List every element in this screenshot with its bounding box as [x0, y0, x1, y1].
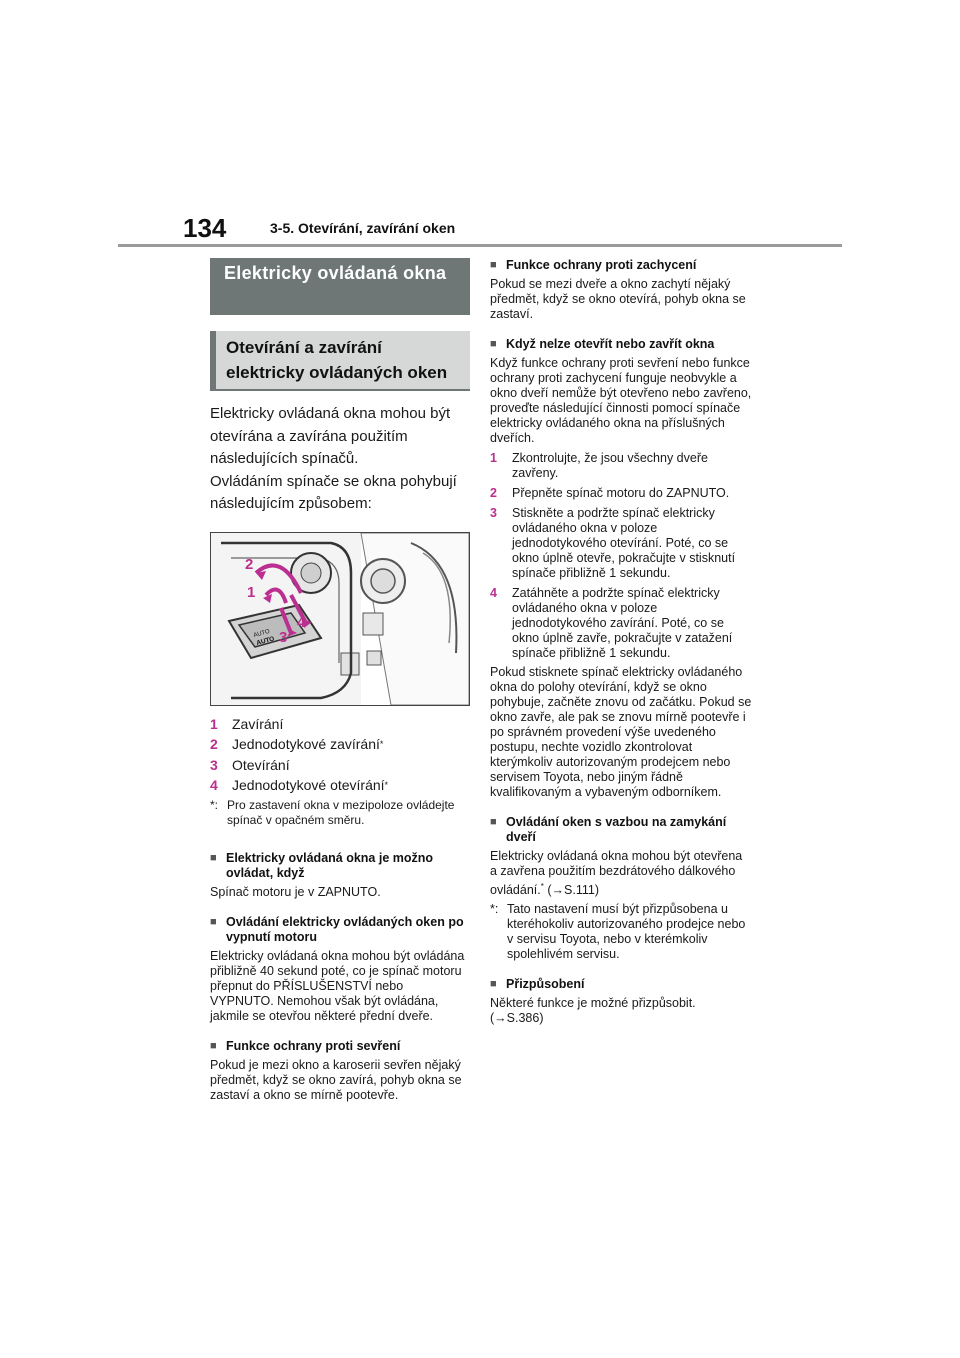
section-body: Pokud stisknete spínač elektricky ovládaného okna do polohy otevírání, když se okno pohybuje, začněte znovu od začátku. Pokud se okno zavře, ale pak se znovu mírně pootevře i po správném provedení výše uvedeného postupu, nechte vozidlo zkontrolovat kterýmkoliv autorizovaným prodejcem nebo servisem Toyota, nebo jiným řádně kvalifikovaným a vybaveným odborníkem. — [490, 665, 752, 799]
switch-diagram — [211, 533, 469, 705]
section-heading-catch-protection: ■ Funkce ochrany proti zachycení — [490, 258, 697, 272]
section-body: Pokud se mezi dveře a okno zachytí nějaký předmět, když se okno otevírá, pohyb okna se zastaví. — [490, 277, 746, 321]
section-body: Některé funkce je možné přizpůsobit. (→S.386) — [490, 996, 696, 1026]
section-heading-operable: ■ Elektricky ovládaná okna je možno ovládat, když — [210, 850, 434, 880]
section-body: Elektricky ovládaná okna mohou být ovládána přibližně 40 sekund poté, co je spínač motoru přepnut do PŘÍSLUŠENSTVÍ nebo VYPNUTO. Nemohou však být ovládána, jakmile se otevřou některé přední dveře. — [210, 948, 465, 1023]
legend-item: 1 Zavírání — [210, 715, 284, 732]
section-heading-customization: ■ Přizpůsobení — [490, 977, 585, 992]
left-column — [210, 258, 470, 1103]
section-heading-cannot-open: ■ Když nelze otevřít nebo zavřít okna — [490, 337, 715, 351]
page-number: 134 — [183, 213, 227, 243]
section-body: Pokud je mezi okno a karoserii sevřen nějaký předmět, když se okno zavírá, pohyb okna se zastaví a okno se mírně pootevře. — [210, 1057, 462, 1102]
square-bullet-icon: ■ — [490, 259, 497, 271]
switch-label-auto: AUTO — [255, 634, 276, 647]
section-body: Spínač motoru je v ZAPNUTO. — [210, 884, 381, 899]
switch-label-auto-upper: AUTO — [252, 628, 271, 639]
section-heading-door-lock-link: ■ Ovládání oken s vazbou na zamykání dveří — [490, 815, 727, 844]
figure-legend — [210, 714, 470, 796]
section-heading: 3-5. Otevírání, zavírání oken — [270, 220, 456, 236]
square-bullet-icon: ■ — [210, 1039, 217, 1052]
right-column — [490, 258, 752, 1026]
section-heading-jam-protection: ■ Funkce ochrany proti sevření — [210, 1038, 401, 1053]
procedure-step: 3 Stiskněte a podržte spínač elektricky ovládaného okna v poloze jednodotykového otevírání. Poté, co se okno úplně otevře, pokračujte v stisknutí spínače přibližně 1 sekundu. — [490, 506, 736, 580]
chapter-title: Elektricky ovládaná okna — [210, 258, 470, 315]
legend-item: 3 Otevírání — [210, 756, 290, 773]
legend-item: 4 Jednodotykové otevírání * — [210, 777, 389, 793]
fig-label-4: 4 — [297, 613, 306, 631]
fig-label-3: 3 — [279, 628, 288, 646]
section-body: Když funkce ochrany proti sevření nebo funkce ochrany proti zachycení funguje neobvykle a okno dveří nemůže být otevřeno nebo zavřeno, proveďte následující činnosti pomocí spínače elektricky ovládaného okna na příslušných dveřích. — [490, 356, 752, 445]
window-switch-illustration — [210, 532, 470, 706]
square-bullet-icon: ■ — [210, 915, 217, 928]
square-bullet-icon: ■ — [210, 851, 217, 864]
procedure-step: 4 Zatáhněte a podržte spínač elektricky ovládaného okna v poloze jednodotykového zavírání. Poté, co se okno úplně zavře, pokračujte v zatažení spínače přibližně 1 sekundu. — [490, 586, 733, 660]
section-heading-after-off: ■ Ovládání elektricky ovládaných oken po vypnutí motoru — [210, 914, 464, 944]
intro-paragraph-2: Ovládáním spínače se okna pohybují následujícím způsobem: — [210, 472, 457, 512]
square-bullet-icon: ■ — [490, 978, 497, 991]
fig-label-2: 2 — [245, 555, 254, 573]
subsection-title: Otevírání a zavírání elektricky ovládaných oken — [210, 331, 470, 391]
procedure-step: 1 Zkontrolujte, že jsou všechny dveře zavřeny. — [490, 451, 708, 480]
intro-paragraph-1: Elektricky ovládaná okna mohou být otevírána a zavírána použitím následujících spínačů. — [210, 405, 451, 467]
square-bullet-icon: ■ — [490, 338, 497, 350]
square-bullet-icon: ■ — [490, 816, 497, 828]
footnote: *: Pro zastavení okna v mezipoloze ovládejte spínač v opačném směru. — [210, 797, 455, 827]
section-body: Elektricky ovládaná okna mohou být otevřena a zavřena použitím bezdrátového dálkového ovládání.* (→S.111) — [490, 849, 743, 898]
legend-item: 2 Jednodotykové zavírání * — [210, 736, 384, 752]
fig-label-1: 1 — [247, 583, 256, 601]
header-divider — [118, 244, 842, 247]
page-reference-link[interactable]: (→S.111) — [547, 883, 599, 898]
procedure-step: 2 Přepněte spínač motoru do ZAPNUTO. — [490, 486, 730, 500]
footnote: *: Tato nastavení musí být přizpůsobena u kteréhokoliv autorizovaného prodejce nebo v servisu Toyota, nebo v kterémkoliv spolehlivém servisu. — [490, 902, 746, 962]
